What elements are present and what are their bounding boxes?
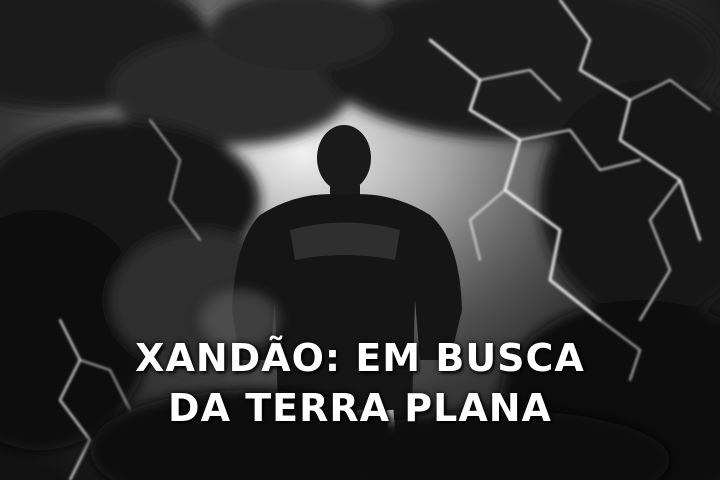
title-line-2: DA TERRA PLANA bbox=[168, 386, 552, 430]
title-line-1: XANDÃO: EM BUSCA bbox=[135, 336, 585, 380]
